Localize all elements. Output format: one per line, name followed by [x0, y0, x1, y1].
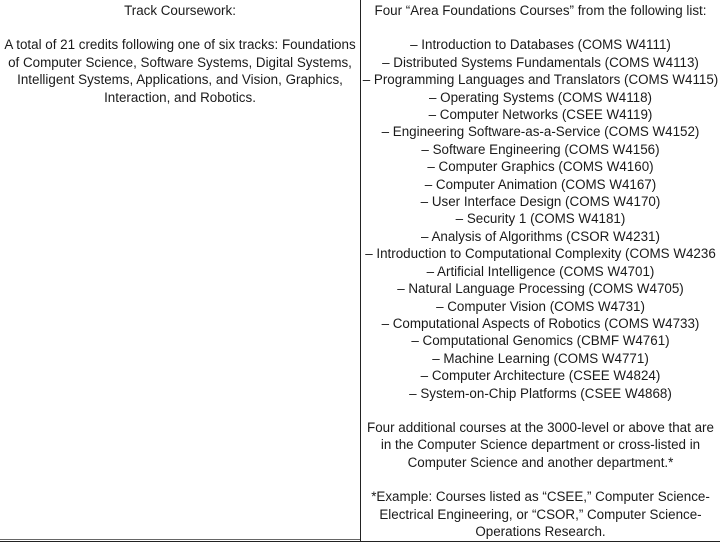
course-item: – Programming Languages and Translators (COMS W4115) — [362, 72, 719, 88]
course-item: – Computer Animation (COMS W4167) — [424, 176, 657, 192]
course-item: – Computational Aspects of Robotics (COMS W4733) — [381, 315, 700, 331]
track-coursework-cell — [0, 0, 360, 106]
course-item: – Computer Graphics (COMS W4160) — [427, 159, 654, 175]
course-item: – Introduction to Computational Complexity (COMS W4236 — [365, 246, 716, 262]
example-footnote: *Example: Courses listed as “CSEE,” Computer Science-Electrical Engineering, or “CSOR,” Computer Science-Operations Research. — [371, 489, 710, 539]
course-item: – Engineering Software-as-a-Service (COMS W4152) — [381, 124, 700, 140]
course-list — [361, 36, 720, 402]
track-coursework-description: A total of 21 credits following one of six tracks: Foundations of Computer Science, Software Systems, Digital Systems, Intelligent Systems, Applications, and Vision, Graphics, Interaction, and Robotics. — [4, 37, 356, 105]
additional-courses-text: Four additional courses at the 3000-level or above that are in the Computer Science department or cross-listed in Computer Science and another department.* — [367, 419, 714, 470]
course-item: – Software Engineering (COMS W4156) — [421, 141, 660, 157]
course-item: – Computer Networks (CSEE W4119) — [428, 107, 653, 123]
course-item: – Distributed Systems Fundamentals (COMS W4113) — [382, 54, 699, 70]
course-item: – Security 1 (COMS W4181) — [455, 211, 626, 227]
track-coursework-heading: Track Coursework: — [124, 3, 236, 18]
row-divider — [0, 539, 360, 540]
course-item: – User Interface Design (COMS W4170) — [420, 194, 661, 210]
course-item: – System-on-Chip Platforms (CSEE W4868) — [409, 385, 672, 401]
course-item: – Machine Learning (COMS W4771) — [432, 350, 649, 366]
course-item: – Natural Language Processing (COMS W4705) — [397, 281, 684, 297]
course-item: – Operating Systems (COMS W4118) — [429, 89, 652, 105]
course-item: – Computational Genomics (CBMF W4761) — [411, 333, 670, 349]
course-item: – Artificial Intelligence (COMS W4701) — [426, 263, 655, 279]
area-foundations-cell — [361, 0, 720, 540]
course-item: – Introduction to Databases (COMS W4111) — [410, 37, 671, 53]
area-foundations-heading: Four “Area Foundations Courses” from the following list: — [374, 3, 707, 18]
course-item: – Computer Architecture (CSEE W4824) — [420, 368, 661, 384]
course-item: – Analysis of Algorithms (CSOR W4231) — [421, 228, 660, 244]
course-item: – Computer Vision (COMS W4731) — [436, 298, 645, 314]
